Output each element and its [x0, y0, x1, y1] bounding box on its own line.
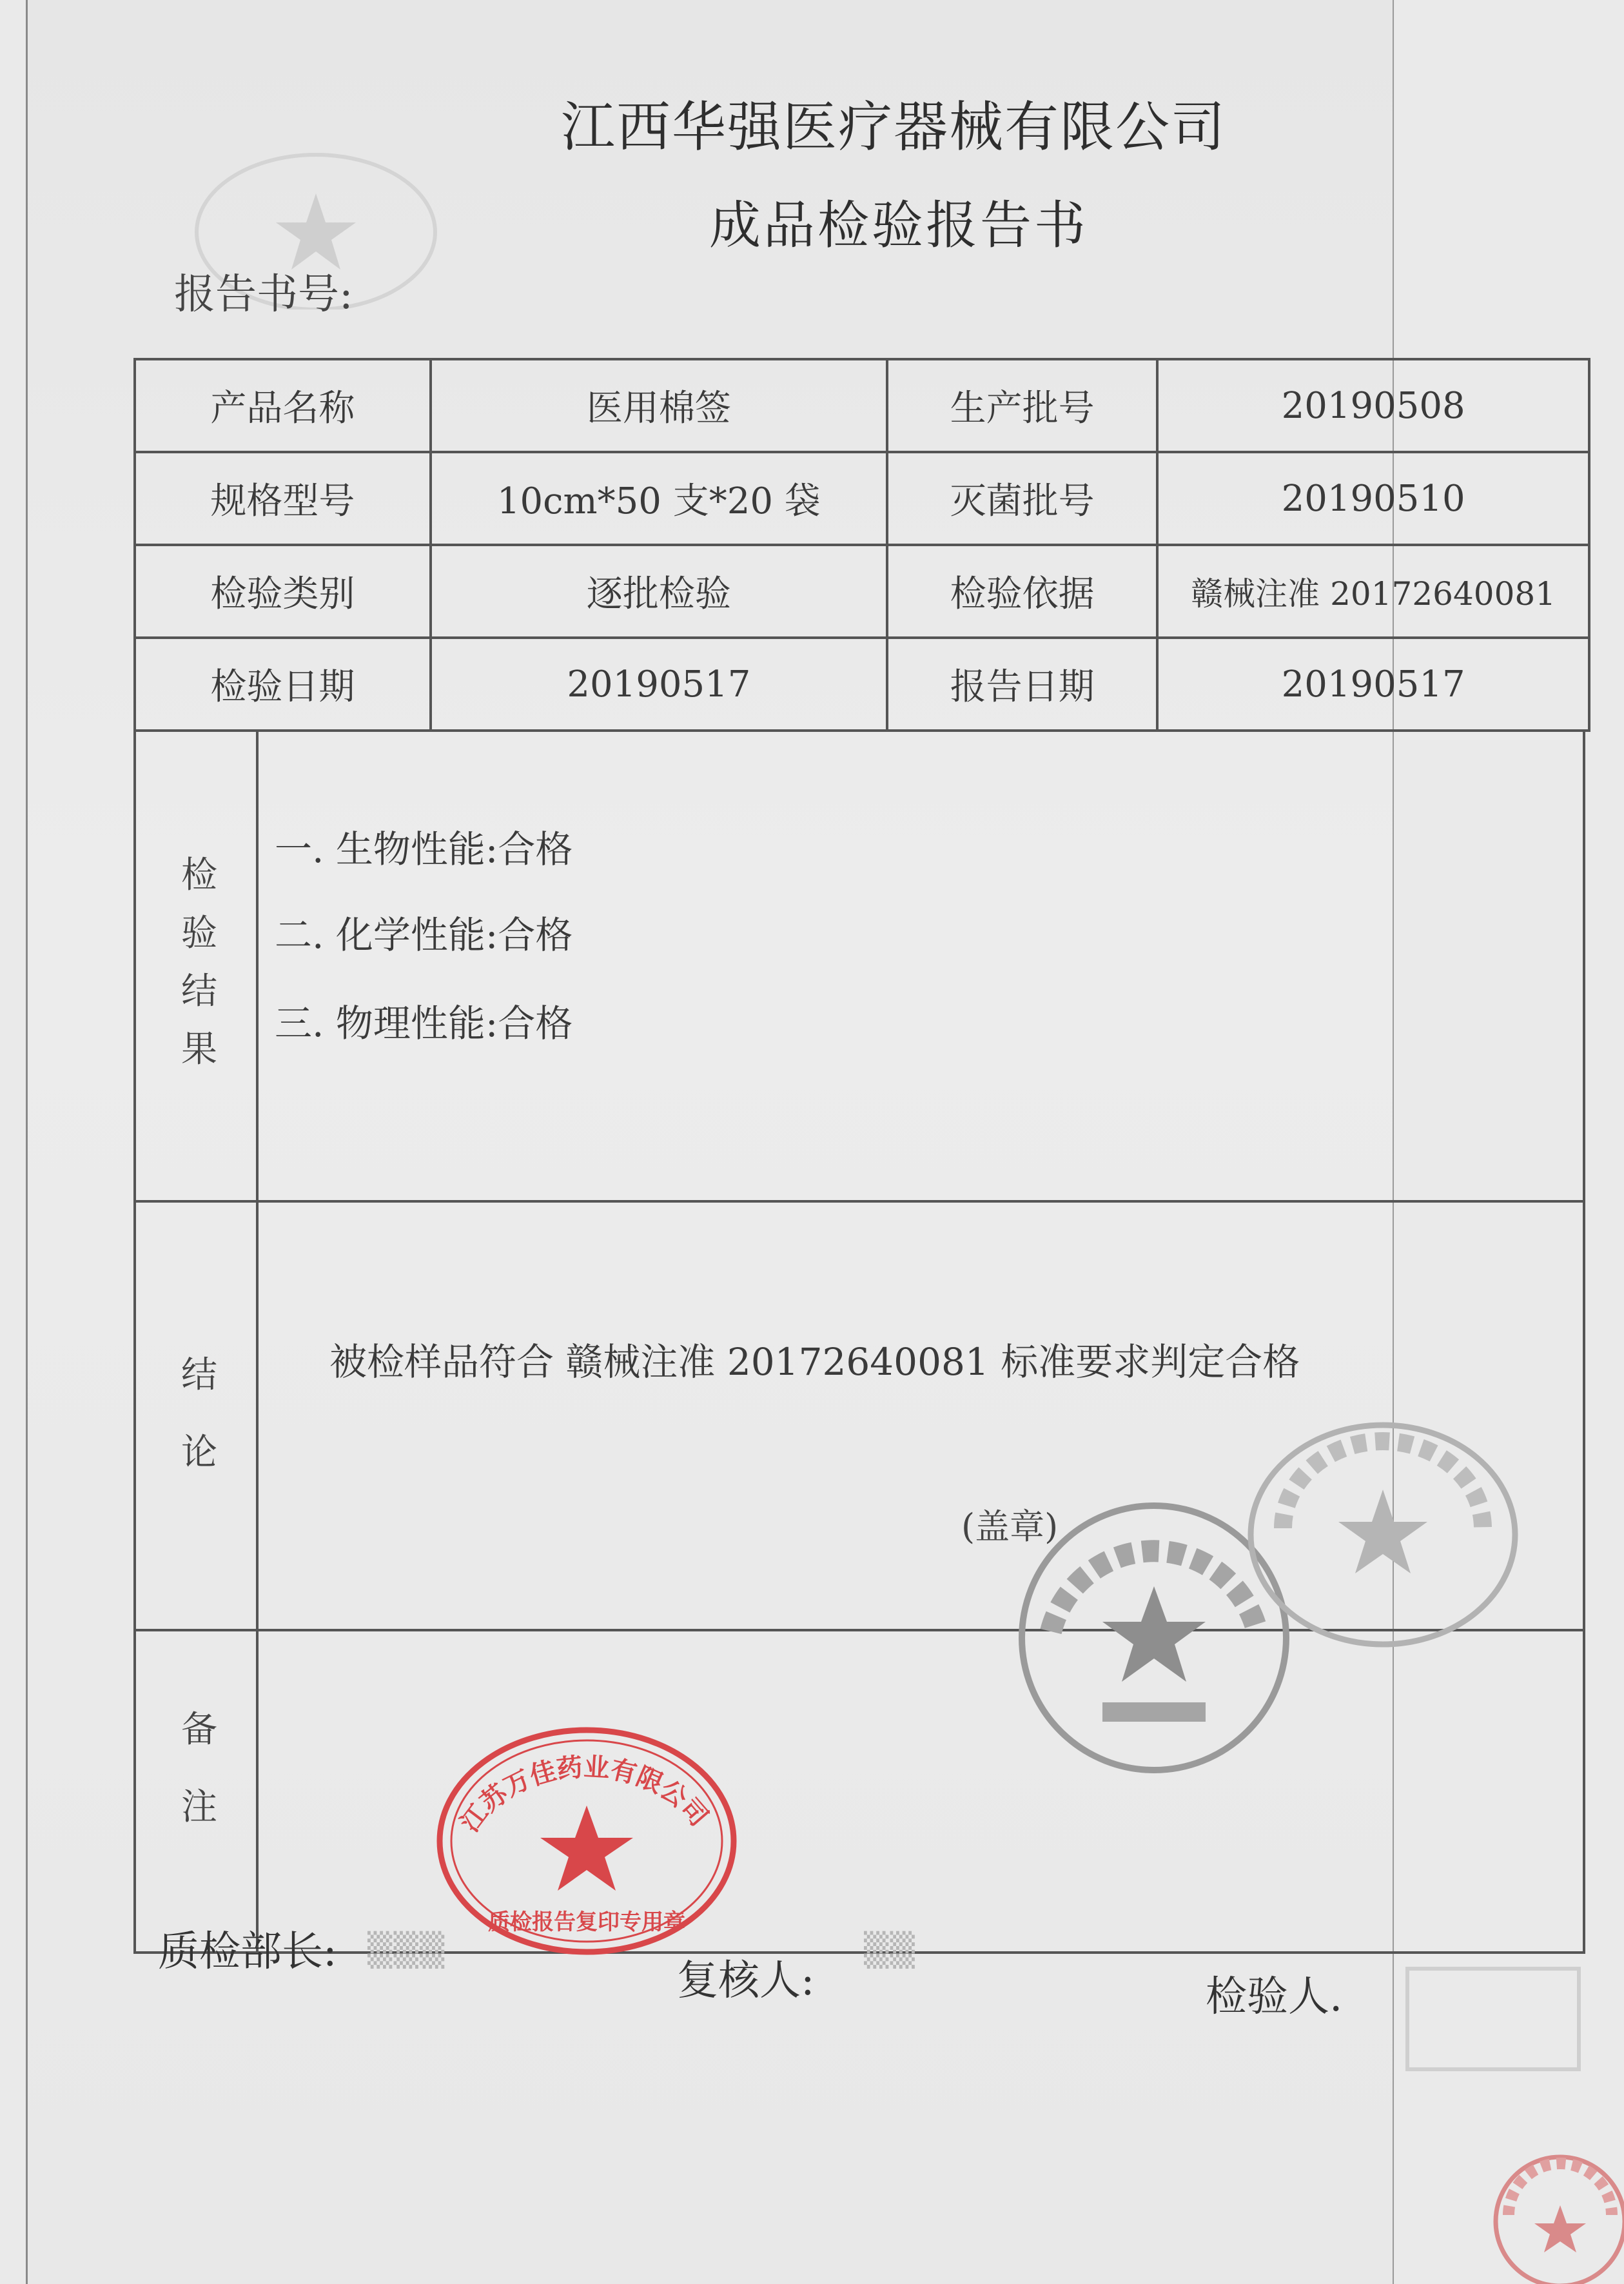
remarks-section	[133, 1631, 1585, 1954]
corner-seal	[1483, 2147, 1624, 2284]
inspection-results-section	[133, 732, 1585, 1203]
inspection-type-label: 检验类别	[135, 545, 431, 638]
report-date-label: 报告日期	[887, 638, 1157, 731]
inspection-date-value: 20190517	[431, 638, 887, 731]
production-batch-value: 20190508	[1157, 359, 1589, 452]
result-item-biological: 一. 生物性能:合格	[275, 827, 573, 871]
table-row	[135, 638, 1589, 731]
product-name-value: 医用棉签	[431, 359, 887, 452]
spec-model-label: 规格型号	[135, 452, 431, 545]
faint-signature-box	[1405, 1967, 1581, 2071]
sterilization-batch-value: 20190510	[1157, 452, 1589, 545]
table-row	[135, 359, 1589, 452]
report-title: 成品检验报告书	[709, 195, 1088, 255]
table-row	[135, 545, 1589, 638]
quality-head-signature: ▒▒▒	[367, 1931, 446, 1969]
spec-model-value: 10cm*50 支*20 袋	[431, 452, 887, 545]
sterilization-batch-label: 灭菌批号	[887, 452, 1157, 545]
results-label-char: 验	[181, 912, 217, 954]
result-item-physical: 三. 物理性能:合格	[275, 1001, 573, 1045]
product-name-label: 产品名称	[135, 359, 431, 452]
company-seal-gray-secondary	[1244, 1419, 1521, 1651]
result-item-chemical: 二. 化学性能:合格	[275, 913, 573, 957]
company-name: 江西华强医疗器械有限公司	[561, 95, 1227, 159]
inspection-basis-label: 检验依据	[887, 545, 1157, 638]
remarks-label-char: 备	[181, 1709, 217, 1751]
remarks-label-char: 注	[181, 1786, 217, 1828]
red-seal-bottom-text: 质检报告复印专用章	[488, 1909, 685, 1935]
report-date-value: 20190517	[1157, 638, 1589, 731]
inspection-basis-value: 赣械注准 20172640081	[1157, 545, 1589, 638]
copy-seal-red	[432, 1722, 741, 1960]
results-label-char: 检	[181, 854, 217, 896]
remarks-label-column	[136, 1631, 259, 1951]
results-label-char: 果	[181, 1029, 217, 1070]
conclusion-label-char: 论	[181, 1432, 217, 1473]
inspection-date-label: 检验日期	[135, 638, 431, 731]
seal-label: (盖章)	[961, 1506, 1059, 1547]
reviewer-label: 复核人:	[677, 1957, 815, 2005]
production-batch-label: 生产批号	[887, 359, 1157, 452]
results-label-column	[136, 732, 259, 1200]
red-seal-ring-text: 江苏万佳药业有限公司	[455, 1751, 714, 1838]
conclusion-label-char: 结	[181, 1354, 217, 1396]
report-number-label: 报告书号:	[174, 271, 353, 319]
table-row	[135, 452, 1589, 545]
product-info-table	[133, 358, 1590, 732]
conclusion-text: 被检样品符合 赣械注准 20172640081 标准要求判定合格	[329, 1340, 1300, 1384]
inspection-type-value: 逐批检验	[431, 545, 887, 638]
conclusion-label-column	[136, 1203, 259, 1629]
quality-head-label: 质检部长:	[158, 1928, 337, 1976]
results-label-char: 结	[181, 970, 217, 1012]
inspector-label: 检验人.	[1206, 1973, 1343, 2021]
reviewer-signature: ▒▒	[864, 1931, 916, 1969]
